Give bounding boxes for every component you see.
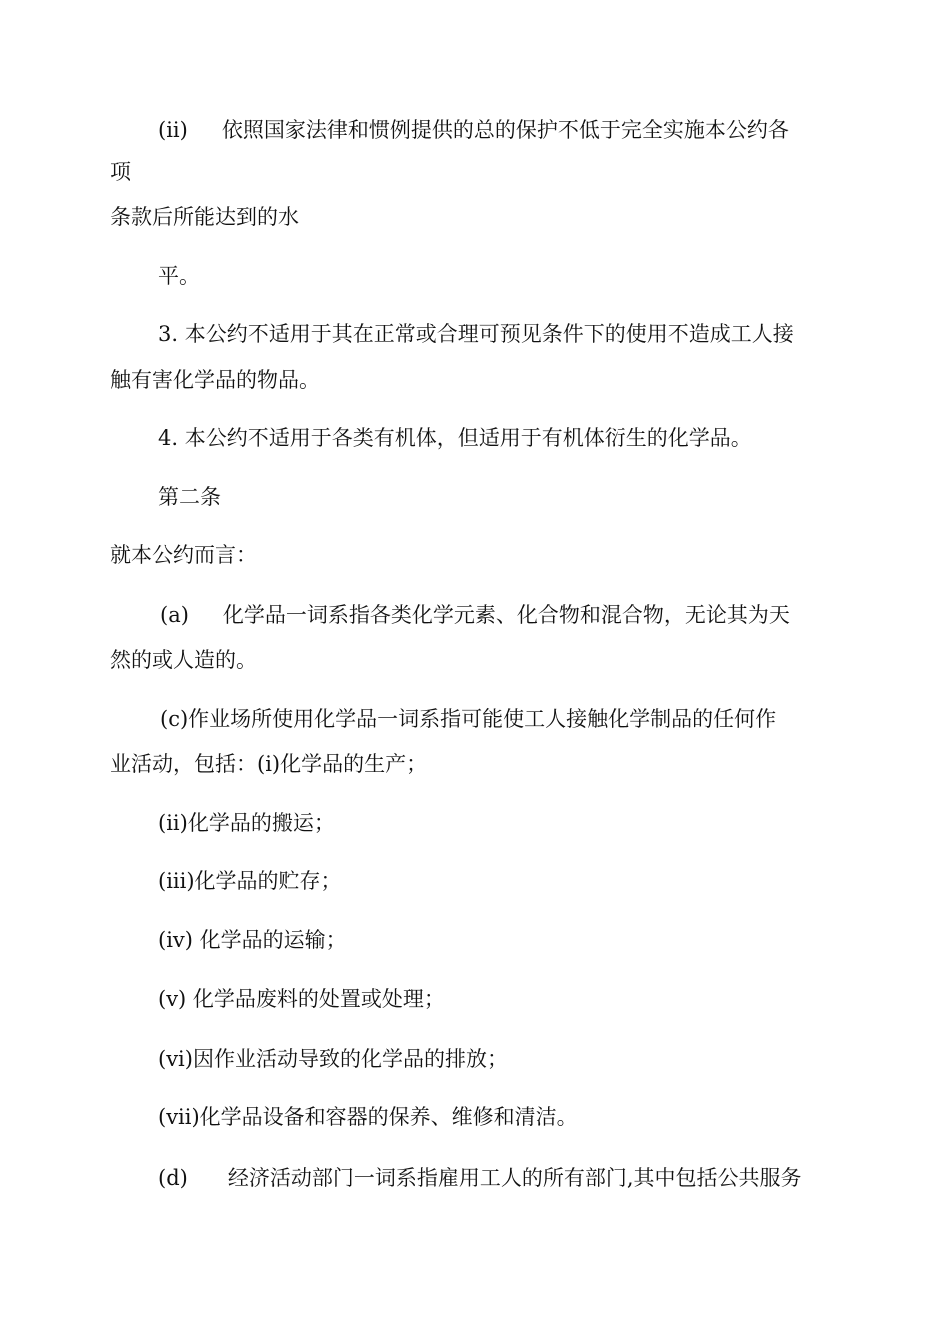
- paragraph-line: (c)作业场所使用化学品一词系指可能使工人接触化学制品的任何作: [160, 707, 777, 731]
- paragraph-text: 依照国家法律和惯例提供的总的保护不低于完全实施本公约各: [221, 118, 789, 142]
- list-item: (iv) 化学品的运输；: [158, 928, 347, 952]
- paragraph-line: 触有害化学品的物品。: [110, 368, 320, 392]
- item-marker: (a): [160, 603, 189, 627]
- paragraph-line: 平。: [158, 264, 200, 288]
- list-item: (vi)因作业活动导致的化学品的排放；: [158, 1047, 508, 1071]
- paragraph-line: [160, 601, 790, 629]
- paragraph-line: [158, 1164, 802, 1192]
- list-item: (v) 化学品废料的处置或处理；: [158, 987, 445, 1011]
- paragraph-line: [158, 116, 789, 144]
- list-item: (vii)化学品设备和容器的保养、维修和清洁。: [158, 1105, 578, 1129]
- list-item: (ii)化学品的搬运；: [158, 811, 335, 835]
- paragraph-line: 就本公约而言：: [110, 543, 257, 567]
- paragraph-line: 然的或人造的。: [110, 648, 257, 672]
- paragraph-line: 4. 本公约不适用于各类有机体，但适用于有机体衍生的化学品。: [158, 426, 752, 450]
- paragraph-line: 条款后所能达到的水: [110, 205, 299, 229]
- paragraph-text: 化学品一词系指各类化学元素、化合物和混合物，无论其为天: [222, 603, 790, 627]
- article-heading: 第二条: [158, 485, 221, 509]
- paragraph-line: 3. 本公约不适用于其在正常或合理可预见条件下的使用不造成工人接: [158, 322, 794, 346]
- paragraph-line: 业活动，包括：(i)化学品的生产；: [110, 752, 428, 776]
- paragraph-line: 项: [110, 160, 131, 184]
- paragraph-text: 经济活动部门一词系指雇用工人的所有部门,其中包括公共服务: [227, 1166, 802, 1190]
- list-item: (iii)化学品的贮存；: [158, 869, 342, 893]
- item-marker: (ii): [158, 118, 188, 142]
- item-marker: (d): [158, 1166, 188, 1190]
